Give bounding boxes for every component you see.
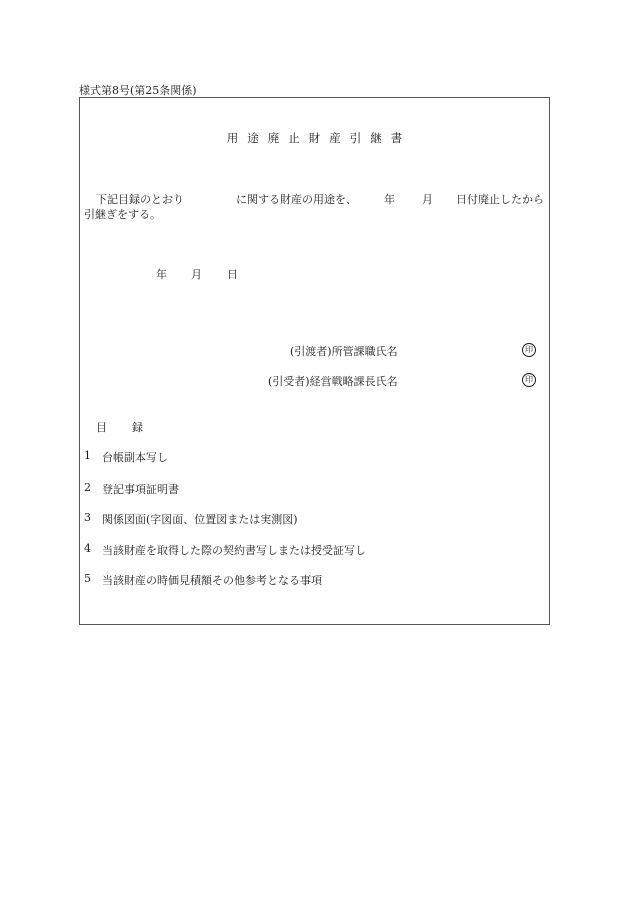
- list-item-number: 4: [84, 542, 91, 555]
- date-month-label: 月: [191, 268, 202, 281]
- document-title: 用途廃止財産引継書: [226, 131, 412, 145]
- body-text-month: 月: [422, 193, 433, 206]
- body-text-line1-part1: 下記目録のとおり: [96, 193, 184, 206]
- list-item-number: 5: [84, 572, 91, 585]
- list-heading-part2: 録: [132, 421, 143, 434]
- list-item-text: 当該財産を取得した際の契約書写しまたは授受証写し: [102, 544, 366, 557]
- seal-icon: 印: [522, 343, 536, 357]
- transferor-signature-label: (引渡者)所管課職氏名: [290, 345, 398, 358]
- transferee-signature-label: (引受者)経営戦略課長氏名: [268, 375, 398, 388]
- form-number: 様式第8号(第25条関係): [79, 84, 197, 97]
- list-item-text: 台帳副本写し: [102, 451, 168, 464]
- list-item-text: 登記事項証明書: [102, 483, 179, 496]
- date-year-label: 年: [156, 268, 167, 281]
- list-item-number: 1: [84, 449, 91, 462]
- body-text-year: 年: [384, 193, 395, 206]
- list-item-text: 当該財産の時価見積額その他参考となる事項: [102, 574, 322, 587]
- seal-icon: 印: [522, 373, 536, 387]
- body-text-line1-part2: に関する財産の用途を、: [236, 193, 357, 206]
- document-frame: [79, 97, 550, 625]
- list-heading-part1: 目: [96, 421, 107, 434]
- body-text-line2: 引継ぎをする。: [84, 208, 161, 221]
- body-text-line1-part3: 日付廃止したから: [456, 193, 544, 206]
- list-item-text: 関係図面(字図面、位置図または実測図): [102, 513, 298, 526]
- list-item-number: 3: [84, 511, 91, 524]
- date-day-label: 日: [227, 268, 238, 281]
- list-item-number: 2: [84, 481, 91, 494]
